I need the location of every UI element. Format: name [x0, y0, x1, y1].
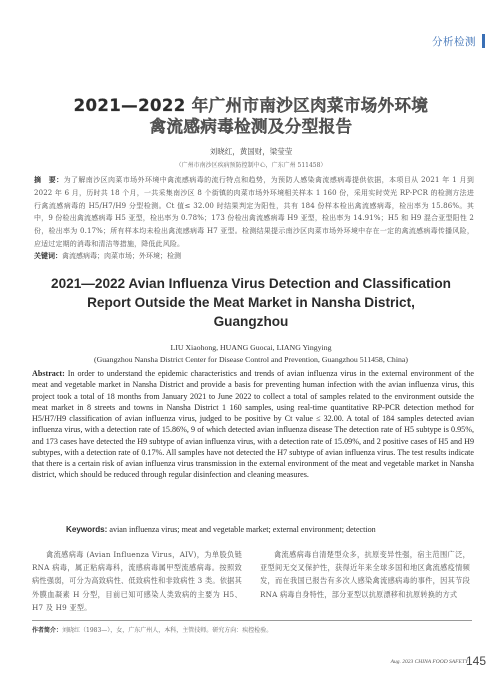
journal-info: Aug. 2023 CHINA FOOD SAFETY — [390, 659, 468, 665]
section-marker — [482, 34, 485, 48]
cn-abstract-text: 为了解南沙区肉菜市场外环境中禽流感病毒的流行特点和趋势，为预防人感染禽流感病毒提供依据，本项目从 2021 年 1 月到 2022 年 6 月，历时共 18 个月，一共采集南沙区 8 个街镇的肉菜市场外环境相关样本 1 160 份，采用实时荧光 RP-PCR 的检测方法进行禽流感病毒的 H5/H7/H9 分型检测。Ct 值≤ 32.00 时结果判定为阳性，共有 184 份样本检出禽流感病毒，检出率为 15.86%。其中，9 份检出禽流感病毒 H5 亚型，检出率为 0.78%；173 份检出禽流感病毒 H9 亚型，检出率为 14.91%；H5 和 H9 混合亚型阳性 2 份，检出率为 0.17%；所有样本均未检出禽流感病毒 H7 亚型。检测结果提示南沙区肉菜市场外环境中存在一定的禽流感病毒传播风险，应适过定期的消毒和清洁等措施，降低此风险。 — [34, 176, 474, 248]
author-footnote — [32, 625, 472, 634]
en-keywords-text: avian influenza virus; meat and vegetable market; external environment; detection — [109, 525, 376, 534]
cn-title-line2: 禽流感病毒检测及分型报告 — [149, 117, 353, 136]
en-abstract-label: Abstract: — [32, 369, 65, 378]
cn-keywords-text: 禽流感病毒；肉菜市场；外环境；检测 — [62, 252, 181, 260]
en-title-line2: Report Outside the Meat Market in Nansha District, — [87, 295, 415, 310]
en-affiliation: (Guangzhou Nansha District Center for Disease Control and Prevention, Guangzhou 511458, China) — [94, 355, 408, 364]
en-keywords-label: Keywords: — [66, 525, 108, 534]
cn-affiliation: （广州市南沙区疾病预防控制中心，广东广州 511458） — [175, 162, 327, 169]
section-tag: 分析检测 — [432, 36, 476, 48]
page-number: 145 — [465, 654, 486, 668]
cn-abstract-label: 摘 要： — [34, 176, 64, 184]
en-abstract — [32, 368, 474, 481]
cn-keywords — [34, 251, 474, 261]
body-left-column: 禽流感病毒 (Avian Influenza Virus，AIV)，为单股负链 RNA 病毒，属正粘病毒科，流感病毒属甲型流感病毒。按照致病性强弱，可分为高致病性、低致病性和非致病性 3 类。依据其外膜血凝素 H 分型，目前已知可感染人类致病的主要为 H5、H7 及 H9 亚型。 — [32, 550, 242, 612]
cn-title-line1: 2021—2022 年广州市南沙区肉菜市场外环境 — [73, 96, 429, 115]
en-title-line3: Guangzhou — [213, 314, 289, 329]
cn-keywords-label: 关键词： — [34, 252, 62, 260]
body-right-column: 禽流感病毒自清楚型众多，抗原变异性强，宿主范围广泛，亚型间无交叉保护性，获得近年来全球多国和地区禽流感疫情频发，而在我国已报告有多次人感染禽流感病毒的事件，因其节段 RNA 病毒自身特性，部分亚型以抗原漂移和抗原转换的方式 — [260, 550, 470, 599]
page-header — [0, 32, 502, 52]
cn-authors: 刘晓红，黄国财，梁莹莹 — [209, 147, 293, 156]
en-authors: LIU Xiaohong, HUANG Guocai, LIANG Yingying — [170, 343, 332, 352]
en-keywords — [66, 525, 474, 534]
cn-abstract — [34, 174, 474, 251]
footnote-divider — [32, 620, 472, 621]
footnote-text: 刘晓红（1983—），女，广东广州人，本科，主管技师。研究方向：疾控检验。 — [62, 627, 273, 634]
en-title-line1: 2021—2022 Avian Influenza Virus Detection and Classification — [51, 276, 451, 291]
en-abstract-text: In order to understand the epidemic characteristics and trends of avian influenza virus in the external environment of the meat and vegetable market in Nansha District and provide a basis for preventing human infection with the avian influenza virus, this project took a total of 18 months from January 2021 to June 2022 to collect a total of samples related to the environment outside the meat market in 8 streets and towns in Nansha District 1 160 samples, using real-time quantitative RP-PCR detection method for H5/H7/H9 classification of avian influenza virus, judged to be positive by Ct value ≤ 32.00. A total of 184 samples detected avian influenza virus, with a detection rate of 15.86%, 9 of which detected avian influenza disease The detection rate of H5 subtype is 0.95%, and 173 cases have detected the H9 subtype of avian influenza virus, with a detection rate of 15.09%, and 2 positive cases of H5 and H9 subtypes, with a detection rate of 0.17%. All samples have not detected the H7 subtype of avian influenza virus. The test results indicate that there is a certain risk of avian influenza virus transmission in the external environment of the meat and vegetable market in Nansha district, which should be reduced through regular disinfection and cleaning measures. — [32, 369, 474, 480]
footnote-label: 作者简介： — [32, 627, 63, 634]
